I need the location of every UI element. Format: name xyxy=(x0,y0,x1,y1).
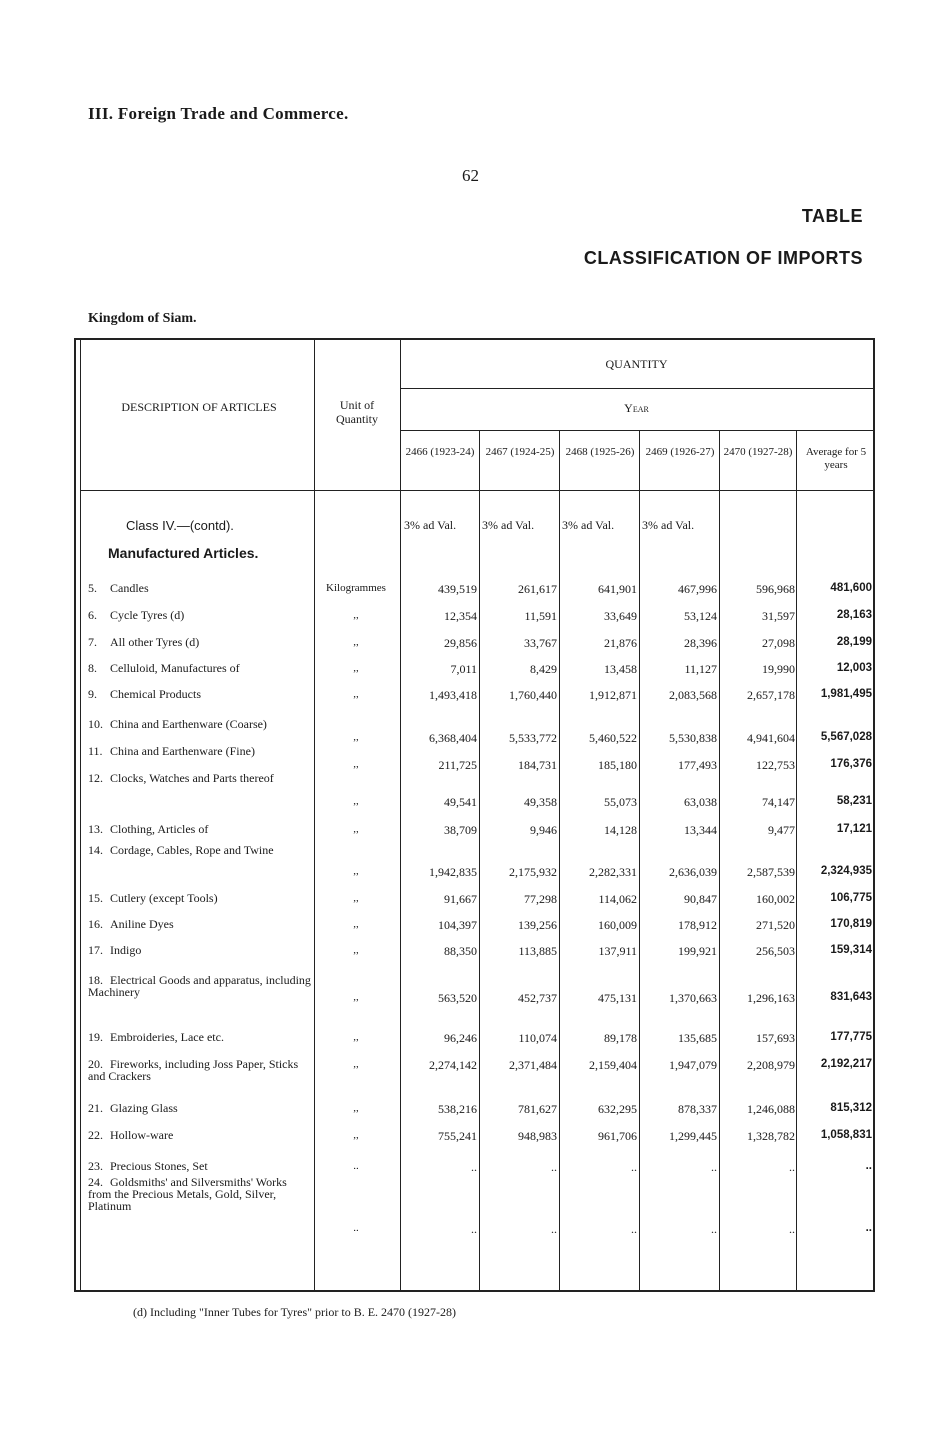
row-average: 1,058,831 xyxy=(820,1129,872,1141)
row-value: 4,941,604 xyxy=(747,731,795,745)
row-value: .. xyxy=(471,1222,477,1236)
unit-header: Unit of Quantity xyxy=(336,398,378,426)
row-value: 641,901 xyxy=(598,582,637,596)
average-header: Average for 5 years xyxy=(805,446,867,471)
row-number: 5. xyxy=(88,581,97,595)
row-value: 256,503 xyxy=(756,944,795,958)
row-value: .. xyxy=(631,1222,637,1236)
row-unit: ,, xyxy=(353,609,359,621)
imports-table xyxy=(74,338,875,1292)
row-average: 815,312 xyxy=(830,1102,872,1114)
row-description-text: Precious Stones, Set xyxy=(110,1159,208,1173)
row-value: 160,002 xyxy=(756,892,795,906)
row-number: 11. xyxy=(88,744,103,758)
row-value: 178,912 xyxy=(678,918,717,932)
row-description xyxy=(88,582,313,594)
row-number: 17. xyxy=(88,943,103,957)
row-number: 21. xyxy=(88,1101,103,1115)
row-value: .. xyxy=(471,1160,477,1174)
row-value: 28,396 xyxy=(684,636,717,650)
unit-column-rule xyxy=(314,338,315,1292)
row-description xyxy=(88,1102,313,1114)
year-header: Year xyxy=(624,401,649,415)
row-value: 538,216 xyxy=(438,1102,477,1116)
row-average: 176,376 xyxy=(830,758,872,770)
row-value: .. xyxy=(789,1222,795,1236)
row-description-text: Cycle Tyres (d) xyxy=(110,608,185,622)
quantity-column-rule xyxy=(400,338,401,1292)
row-description xyxy=(88,823,313,835)
row-description-text: Cutlery (except Tools) xyxy=(110,891,218,905)
row-value: 11,591 xyxy=(524,609,557,623)
row-value: 91,667 xyxy=(444,892,477,906)
row-value: 5,530,838 xyxy=(669,731,717,745)
row-value: 6,368,404 xyxy=(429,731,477,745)
row-unit: .. xyxy=(353,1160,359,1172)
row-description xyxy=(88,745,313,757)
row-value: 184,731 xyxy=(518,758,557,772)
row-value: 563,520 xyxy=(438,991,477,1005)
row-number: 6. xyxy=(88,608,97,622)
footnote: (d) Including "Inner Tubes for Tyres" prior to B. E. 2470 (1927-28) xyxy=(133,1305,457,1319)
row-number: 10. xyxy=(88,717,103,731)
table-label: TABLE xyxy=(801,206,863,226)
row-description-text: Fireworks, including Joss Paper, Sticks and Crackers xyxy=(88,1057,299,1083)
quantity-header: QUANTITY xyxy=(605,357,668,371)
year-col-rule-5 xyxy=(796,430,797,1292)
row-description xyxy=(88,772,313,784)
row-unit: ,, xyxy=(353,731,359,743)
row-value: 38,709 xyxy=(444,823,477,837)
row-value: 11,127 xyxy=(684,662,717,676)
row-value: 139,256 xyxy=(518,918,557,932)
row-value: 90,847 xyxy=(684,892,717,906)
row-value: 948,983 xyxy=(518,1129,557,1143)
row-average: .. xyxy=(865,1160,872,1172)
row-value: 160,009 xyxy=(598,918,637,932)
row-number: 7. xyxy=(88,635,97,649)
row-value: 781,627 xyxy=(518,1102,557,1116)
row-description-text: Celluloid, Manufactures of xyxy=(110,661,240,675)
row-value: 185,180 xyxy=(598,758,637,772)
row-value: 14,128 xyxy=(604,823,637,837)
row-description xyxy=(88,1129,313,1141)
row-value: 8,429 xyxy=(530,662,557,676)
row-value: 1,299,445 xyxy=(669,1129,717,1143)
row-number: 24. xyxy=(88,1175,103,1189)
row-value: 104,397 xyxy=(438,918,477,932)
row-value: 88,350 xyxy=(444,944,477,958)
row-number: 23. xyxy=(88,1159,103,1173)
row-average: 5,567,028 xyxy=(820,731,872,743)
row-value: 2,083,568 xyxy=(669,688,717,702)
row-value: .. xyxy=(789,1160,795,1174)
row-average: 481,600 xyxy=(830,582,872,594)
year-2469-header: 2469 (1926-27) xyxy=(645,446,715,458)
row-value: 211,725 xyxy=(438,758,477,772)
row-value: 1,493,418 xyxy=(429,688,477,702)
duty-label: 3% ad Val. xyxy=(482,518,535,532)
row-value: .. xyxy=(631,1160,637,1174)
row-unit: ,, xyxy=(353,688,359,700)
row-unit: ,, xyxy=(353,662,359,674)
row-value: 596,968 xyxy=(756,582,795,596)
row-description-text: Hollow-ware xyxy=(110,1128,174,1142)
row-value: 2,274,142 xyxy=(429,1058,477,1072)
row-value: .. xyxy=(551,1160,557,1174)
row-unit: ,, xyxy=(353,944,359,956)
row-value: 271,520 xyxy=(756,918,795,932)
row-unit: ,, xyxy=(353,865,359,877)
row-value: 31,597 xyxy=(762,609,795,623)
row-value: 49,358 xyxy=(524,795,557,809)
row-value: 135,685 xyxy=(678,1031,717,1045)
row-unit: ,, xyxy=(353,1102,359,1114)
row-average: 159,314 xyxy=(830,944,872,956)
row-value: 33,649 xyxy=(604,609,637,623)
row-description xyxy=(88,944,313,956)
duty-label: 3% ad Val. xyxy=(404,518,457,532)
row-value: 9,946 xyxy=(530,823,557,837)
row-average: .. xyxy=(865,1222,872,1234)
row-value: 1,370,663 xyxy=(669,991,717,1005)
row-number: 13. xyxy=(88,822,103,836)
row-value: 2,657,178 xyxy=(747,688,795,702)
row-value: 5,460,522 xyxy=(589,731,637,745)
row-average: 831,643 xyxy=(830,991,872,1003)
row-value: .. xyxy=(711,1160,717,1174)
row-value: 878,337 xyxy=(678,1102,717,1116)
row-unit: ,, xyxy=(353,991,359,1003)
row-value: 2,208,979 xyxy=(747,1058,795,1072)
row-value: 199,921 xyxy=(678,944,717,958)
row-value: 1,912,871 xyxy=(589,688,637,702)
row-description xyxy=(88,1031,313,1043)
row-value: 13,458 xyxy=(604,662,637,676)
row-value: 2,587,539 xyxy=(747,865,795,879)
row-value: 452,737 xyxy=(518,991,557,1005)
row-value: 21,876 xyxy=(604,636,637,650)
row-average: 12,003 xyxy=(836,662,872,674)
row-average: 58,231 xyxy=(836,795,872,807)
row-number: 18. xyxy=(88,973,103,987)
row-value: 89,178 xyxy=(604,1031,637,1045)
row-description xyxy=(88,688,313,700)
row-average: 2,324,935 xyxy=(820,865,872,877)
row-description xyxy=(88,844,313,856)
row-value: 7,011 xyxy=(450,662,477,676)
row-unit: ,, xyxy=(353,636,359,648)
row-value: 439,519 xyxy=(438,582,477,596)
row-value: 74,147 xyxy=(762,795,795,809)
row-average: 1,981,495 xyxy=(820,688,872,700)
description-header: DESCRIPTION OF ARTICLES xyxy=(121,400,277,414)
row-unit: ,, xyxy=(353,918,359,930)
row-unit: ,, xyxy=(353,758,359,770)
row-description-text: China and Earthenware (Coarse) xyxy=(110,717,267,731)
year-2468-header: 2468 (1925-26) xyxy=(565,446,635,458)
manufactured-articles-heading: Manufactured Articles. xyxy=(108,545,259,561)
row-unit: ,, xyxy=(353,1129,359,1141)
quantity-header-rule xyxy=(400,388,873,389)
table-caption: CLASSIFICATION OF IMPORTS xyxy=(583,248,863,268)
row-description-text: Embroideries, Lace etc. xyxy=(110,1030,224,1044)
country-label: Kingdom of Siam. xyxy=(88,311,197,326)
table-left-rule xyxy=(74,338,76,1292)
row-description xyxy=(88,918,313,930)
row-description xyxy=(88,662,313,674)
year-2466-header: 2466 (1923-24) xyxy=(405,446,475,458)
row-value: 77,298 xyxy=(524,892,557,906)
section-title: III. Foreign Trade and Commerce. xyxy=(88,104,349,123)
row-value: 113,885 xyxy=(518,944,557,958)
row-value: 12,354 xyxy=(444,609,477,623)
row-description-text: Clothing, Articles of xyxy=(110,822,209,836)
row-value: 1,942,835 xyxy=(429,865,477,879)
row-average: 17,121 xyxy=(836,823,872,835)
row-unit: ,, xyxy=(353,795,359,807)
row-description-text: Chemical Products xyxy=(110,687,201,701)
row-description xyxy=(88,974,313,998)
row-value: 114,062 xyxy=(598,892,637,906)
row-value: 29,856 xyxy=(444,636,477,650)
row-value: 157,693 xyxy=(756,1031,795,1045)
row-average: 28,199 xyxy=(836,636,872,648)
row-value: 1,947,079 xyxy=(669,1058,717,1072)
row-value: 110,074 xyxy=(518,1031,557,1045)
row-description xyxy=(88,636,313,648)
year-2470-header: 2470 (1927-28) xyxy=(723,446,793,458)
class-heading: Class IV.—(contd). xyxy=(126,518,234,533)
row-unit: ,, xyxy=(353,1058,359,1070)
row-value: 1,760,440 xyxy=(509,688,557,702)
row-value: 177,493 xyxy=(678,758,717,772)
row-description-text: China and Earthenware (Fine) xyxy=(110,744,255,758)
row-value: 5,533,772 xyxy=(509,731,557,745)
row-description-text: Candles xyxy=(110,581,149,595)
row-description xyxy=(88,892,313,904)
row-number: 12. xyxy=(88,771,103,785)
row-description xyxy=(88,1176,313,1212)
row-number: 19. xyxy=(88,1030,103,1044)
table-bottom-rule xyxy=(74,1290,875,1292)
row-description xyxy=(88,1058,313,1082)
row-average: 28,163 xyxy=(836,609,872,621)
row-value: .. xyxy=(551,1222,557,1236)
row-value: 63,038 xyxy=(684,795,717,809)
row-description-text: Aniline Dyes xyxy=(110,917,174,931)
row-value: 19,990 xyxy=(762,662,795,676)
row-value: 475,131 xyxy=(598,991,637,1005)
row-value: 122,753 xyxy=(756,758,795,772)
table-top-rule xyxy=(74,338,875,340)
row-value: 467,996 xyxy=(678,582,717,596)
row-description-text: Glazing Glass xyxy=(110,1101,178,1115)
row-value: 755,241 xyxy=(438,1129,477,1143)
row-value: 13,344 xyxy=(684,823,717,837)
row-value: 2,636,039 xyxy=(669,865,717,879)
row-value: .. xyxy=(711,1222,717,1236)
row-number: 8. xyxy=(88,661,97,675)
year-header-rule xyxy=(400,430,873,431)
row-description-text: Electrical Goods and apparatus, including Machinery xyxy=(88,973,311,999)
row-value: 96,246 xyxy=(444,1031,477,1045)
year-2467-header: 2467 (1924-25) xyxy=(485,446,555,458)
row-number: 22. xyxy=(88,1128,103,1142)
row-value: 1,296,163 xyxy=(747,991,795,1005)
row-value: 9,477 xyxy=(768,823,795,837)
row-average: 106,775 xyxy=(830,892,872,904)
row-value: 27,098 xyxy=(762,636,795,650)
row-unit: ,, xyxy=(353,823,359,835)
row-value: 53,124 xyxy=(684,609,717,623)
row-number: 16. xyxy=(88,917,103,931)
table-left-inner-rule xyxy=(80,338,81,1292)
row-description-text: Cordage, Cables, Rope and Twine xyxy=(110,843,274,857)
duty-label: 3% ad Val. xyxy=(642,518,695,532)
row-value: 961,706 xyxy=(598,1129,637,1143)
row-number: 15. xyxy=(88,891,103,905)
row-unit: ,, xyxy=(353,1031,359,1043)
row-description-text: Goldsmiths' and Silversmiths' Works from the Precious Metals, Gold, Silver, Platinum xyxy=(88,1175,287,1213)
row-unit: ,, xyxy=(353,892,359,904)
row-average: 177,775 xyxy=(830,1031,872,1043)
row-number: 20. xyxy=(88,1057,103,1071)
row-unit: .. xyxy=(353,1222,359,1234)
row-value: 1,328,782 xyxy=(747,1129,795,1143)
row-value: 55,073 xyxy=(604,795,637,809)
row-number: 14. xyxy=(88,843,103,857)
row-description xyxy=(88,609,313,621)
row-value: 261,617 xyxy=(518,582,557,596)
duty-label: 3% ad Val. xyxy=(562,518,615,532)
row-value: 1,246,088 xyxy=(747,1102,795,1116)
row-value: 2,159,404 xyxy=(589,1058,637,1072)
row-number: 9. xyxy=(88,687,97,701)
row-description-text: Clocks, Watches and Parts thereof xyxy=(110,771,274,785)
row-average: 2,192,217 xyxy=(820,1058,872,1070)
row-unit: Kilogrammes xyxy=(326,582,386,594)
row-value: 632,295 xyxy=(598,1102,637,1116)
row-value: 49,541 xyxy=(444,795,477,809)
row-description-text: All other Tyres (d) xyxy=(110,635,200,649)
header-bottom-rule xyxy=(80,490,873,491)
table-right-rule xyxy=(873,338,875,1292)
row-value: 2,282,331 xyxy=(589,865,637,879)
row-average: 170,819 xyxy=(830,918,872,930)
row-value: 2,175,932 xyxy=(509,865,557,879)
page-number: 62 xyxy=(462,166,479,185)
row-value: 33,767 xyxy=(524,636,557,650)
row-value: 137,911 xyxy=(598,944,637,958)
row-description xyxy=(88,718,313,730)
row-description-text: Indigo xyxy=(110,943,142,957)
row-description xyxy=(88,1160,313,1172)
row-value: 2,371,484 xyxy=(509,1058,557,1072)
